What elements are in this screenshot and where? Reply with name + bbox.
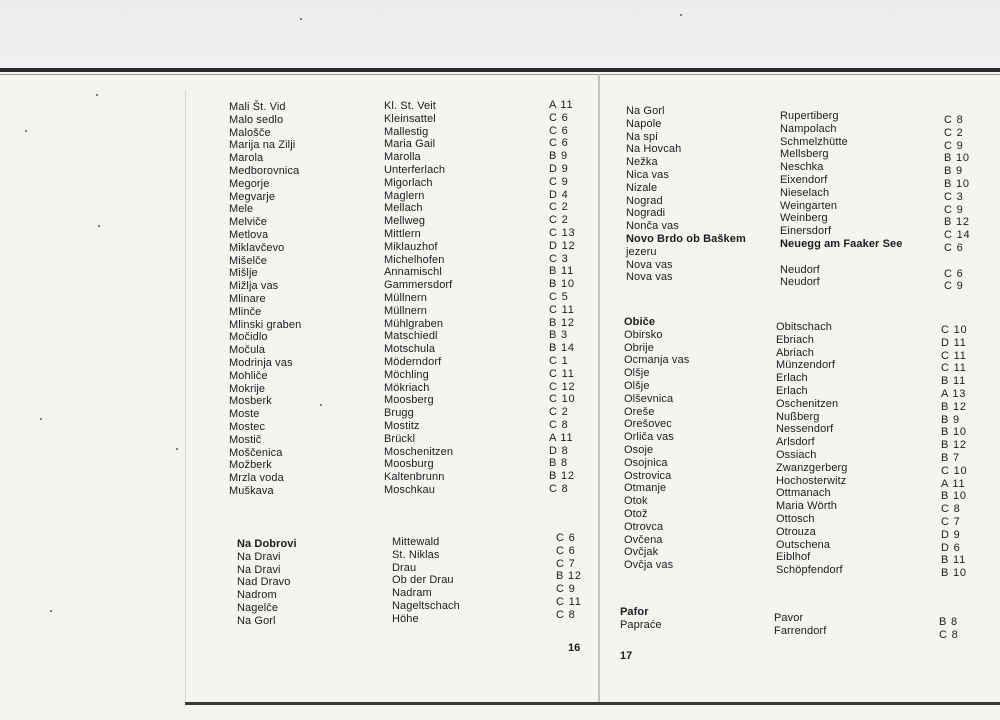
index-entry: Abriach [776,346,814,359]
index-entry: Neudorf [780,276,820,289]
index-entry: Obirsko [624,328,663,341]
page-fold [598,74,600,704]
index-entry: Papraće [620,618,662,631]
page-number-right: 17 [620,650,633,662]
index-entry: Mühlgraben [384,317,444,330]
index-entry: jezeru [626,245,657,258]
index-entry: Močidlo [229,331,268,344]
index-entry: C 8 [941,503,961,516]
index-entry: C 9 [556,583,576,596]
index-entry: D 4 [549,188,569,201]
index-entry: Nica vas [626,168,669,181]
index-entry: Pavor [774,612,804,624]
scan-speck [680,14,682,16]
index-entry: Zwanzgerberg [776,461,848,474]
index-entry: Ocmanja vas [624,354,690,367]
index-entry: Ovčja vas [624,559,674,572]
index-entry: Michelhofen [384,253,445,266]
index-entry: Motschula [384,343,436,356]
index-entry: C 6 [556,532,576,544]
index-entry: C 7 [941,515,961,528]
index-entry: B 8 [549,457,568,470]
right-block1-german-list [780,110,930,289]
index-entry: Müllnern [384,291,427,304]
scan-speck [98,225,100,227]
scan-speck [176,448,178,450]
index-entry: C 2 [549,406,569,419]
index-entry: Kaltenbrunn [384,471,445,484]
index-entry: B 10 [549,278,575,291]
index-entry: Maglern [384,189,425,202]
index-entry: D 9 [941,528,961,541]
index-entry: Erlach [776,384,808,397]
index-entry: Rupertiberg [780,110,839,122]
index-entry: C 6 [549,111,569,124]
index-entry: C 9 [944,139,964,152]
index-entry: Na Hovcah [626,143,682,156]
index-entry: Nadram [392,587,432,600]
index-entry: Eixendorf [780,173,828,186]
index-entry: Malo sedlo [229,113,284,126]
index-entry: Ossiach [776,448,817,461]
index-entry: Mellsberg [780,148,829,161]
index-entry: Možberk [229,459,272,472]
right-block3-code-list [939,616,989,642]
index-entry: C 6 [556,544,576,557]
index-entry: Gammersdorf [384,279,453,292]
right-block3-slovene-list [620,606,770,632]
index-entry: Eiblhof [776,551,811,564]
index-entry: Oreše [624,405,655,418]
index-entry: C 1 [549,354,569,367]
index-entry: Mlinare [229,292,266,305]
index-entry: C 6 [549,124,569,137]
right-block1-slovene-list [626,105,776,284]
left-block2-code-list [556,532,596,622]
index-entry: D 9 [549,162,569,175]
left-block2-german-list [392,536,532,626]
index-entry: C 11 [941,362,967,375]
index-entry: Marolla [384,151,421,164]
index-entry [780,251,930,264]
index-entry: D 12 [549,239,576,252]
top-rule-thin [0,74,1000,75]
index-entry: Erlach [776,372,808,385]
index-entry: Maria Wörth [776,500,837,513]
index-entry: Na Dravi [237,550,281,563]
index-entry: Mallestig [384,125,429,138]
index-entry: Nieselach [780,186,830,199]
index-entry: B 9 [549,150,568,163]
right-block3-german-list [774,612,924,638]
index-entry: B 10 [941,567,967,580]
page-number-left: 16 [568,642,581,654]
index-entry: C 6 [944,267,964,280]
index-entry: Ostrovica [624,469,672,482]
index-entry: Unterferlach [384,163,446,176]
index-entry: C 10 [549,393,576,406]
scan-speck [50,610,52,612]
index-entry: B 12 [549,470,575,483]
index-entry: Moosburg [384,458,434,471]
index-entry: Neschka [780,161,824,174]
index-entry: Modrinja vas [229,356,293,369]
index-entry: C 11 [549,303,575,316]
index-entry: Möchling [384,368,429,381]
index-entry: Mlinski graben [229,318,302,331]
index-entry: D 6 [941,541,961,554]
index-entry: Mostec [229,420,266,433]
right-block2-slovene-list [624,316,774,572]
index-entry: C 3 [944,190,964,203]
index-entry: Običe [624,316,656,328]
index-entry: Metlova [229,228,269,241]
index-entry: Mellach [384,202,423,215]
index-entry: Höhe [392,612,419,625]
index-entry: Moosberg [384,394,434,407]
index-entry: C 8 [556,608,576,621]
index-entry: Outschena [776,538,831,551]
index-entry: A 11 [549,431,574,444]
index-entry: B 14 [549,342,575,355]
index-entry: Migorlach [384,176,433,189]
index-entry: C 6 [944,241,964,254]
index-entry: Nogradi [626,207,666,220]
index-entry: Moste [229,408,260,421]
index-entry: Melviče [229,216,267,229]
index-entry: B 12 [941,400,967,413]
left-block2-slovene-list [237,538,377,628]
right-block1-code-list [944,114,994,293]
index-entry: Muškava [229,484,274,497]
index-entry: B 3 [549,329,568,342]
index-entry: Mele [229,203,254,216]
index-entry: Schöpfendorf [776,564,843,577]
index-entry: C 2 [944,126,964,139]
index-entry: Malošče [229,126,271,139]
index-entry: Ob der Drau [392,574,454,587]
scan-speck [300,18,302,20]
index-entry: Nograd [626,194,663,207]
index-entry: C 9 [944,203,964,216]
index-entry: B 11 [941,375,967,388]
top-rule [0,68,1000,72]
index-entry: C 6 [549,137,569,150]
index-entry: B 10 [944,152,970,165]
index-entry: Annamischl [384,266,442,279]
index-entry: B 8 [939,616,958,628]
index-entry: Hochosterwitz [776,474,847,487]
index-entry: Mižlja vas [229,280,279,293]
index-entry: C 11 [556,595,582,608]
scan-speck [320,404,322,406]
index-entry: Neudorf [780,263,820,276]
index-entry: Miklavčevo [229,241,285,254]
index-entry: C 5 [549,290,569,303]
index-entry: B 10 [944,177,970,190]
index-entry: Ovčjak [624,546,659,559]
index-entry: B 12 [941,439,967,452]
index-entry: Ovčena [624,533,663,546]
index-entry: Marija na Zilji [229,139,296,152]
index-entry: Nova vas [626,271,673,284]
index-entry: C 14 [944,229,971,242]
index-entry: Moschkau [384,483,435,496]
index-entry: Na Gorl [626,105,665,117]
index-entry: C 2 [549,201,569,214]
index-entry: Nessendorf [776,423,834,436]
index-entry: C 8 [549,418,569,431]
index-entry: Na spi [626,130,658,143]
index-entry: C 9 [549,175,569,188]
index-entry: C 11 [549,367,575,380]
index-entry: Neuegg am Faaker See [780,237,903,250]
index-entry: Otrovca [624,520,664,533]
index-entry: B 12 [944,216,970,229]
index-entry: B 11 [941,554,967,567]
bottom-rule [185,702,1000,705]
index-entry: Arlsdorf [776,436,815,449]
index-entry: Mostič [229,433,262,446]
index-entry: C 10 [941,464,968,477]
index-entry: Otok [624,495,648,508]
index-entry: Brückl [384,432,416,445]
index-entry: Olšje [624,379,650,392]
scan-speck [96,94,98,96]
index-entry: Marola [229,152,264,165]
index-entry: Maria Gail [384,138,436,151]
index-entry: Mosberk [229,395,272,408]
index-entry: A 13 [941,387,967,400]
index-entry: Mittewald [392,536,440,548]
index-entry: B 12 [549,316,575,329]
index-entry: Otrouza [776,525,816,538]
index-entry: Nad Dravo [237,576,291,589]
index-entry: Mišelče [229,254,267,267]
index-entry: Orliča vas [624,431,674,444]
index-entry: Medborovnica [229,164,300,177]
index-entry: Obitschach [776,321,833,333]
index-entry: C 12 [549,380,576,393]
index-entry: Oschenitzen [776,397,839,410]
index-entry: A 11 [941,477,966,490]
index-entry: Mostitz [384,419,420,432]
scan-top-margin [0,0,1000,70]
index-entry: B 9 [944,165,963,178]
index-entry: Osojnica [624,456,668,469]
index-entry: Müllnern [384,304,427,317]
index-entry: A 11 [549,99,574,111]
index-entry: Mohliče [229,369,268,382]
index-entry: Matschiedl [384,330,438,343]
index-entry: Olšje [624,367,650,380]
index-entry: Nonča vas [626,220,679,233]
index-entry: Orešovec [624,418,672,431]
index-entry: Brugg [384,407,414,420]
index-entry: Mrzla voda [229,472,284,485]
index-entry: Megvarje [229,190,276,203]
index-entry: Drau [392,561,417,574]
index-entry: Mišlje [229,267,258,280]
index-entry: Weingarten [780,199,838,212]
index-entry: Weinberg [780,212,828,225]
index-entry: Nova vas [626,258,673,271]
index-entry: Miklauzhof [384,240,438,253]
index-entry: Moščenica [229,446,283,459]
left-page-margin [185,90,186,700]
index-entry: B 9 [941,413,960,426]
index-entry: C 7 [556,557,576,570]
index-entry: Obrije [624,341,654,354]
index-entry: Schmelzhütte [780,135,848,148]
index-entry: Napole [626,117,662,130]
index-entry: B 7 [941,451,960,464]
index-entry: Nampolach [780,122,837,135]
index-entry: Mittlern [384,227,421,240]
index-entry: Otož [624,507,648,520]
index-entry: Farrendorf [774,624,827,637]
index-entry: C 8 [549,482,569,495]
index-entry: Na Dobrovi [237,538,297,550]
index-entry: C 3 [549,252,569,265]
index-entry: D 11 [941,336,967,349]
index-entry: Megorje [229,177,270,190]
index-entry: Olševnica [624,392,674,405]
index-entry: B 10 [941,426,967,439]
index-entry: Nageltschach [392,599,460,612]
index-entry: B 12 [556,570,582,583]
index-entry: C 8 [944,114,964,126]
index-entry: B 11 [549,265,575,278]
index-entry: Ottosch [776,512,815,525]
index-entry: Mökriach [384,381,430,394]
index-entry [944,255,994,268]
index-entry: Mokrije [229,382,266,395]
index-entry: Moschenitzen [384,445,454,458]
index-entry: Na Dravi [237,563,281,576]
index-entry: B 10 [941,490,967,503]
index-entry: Novo Brdo ob Baškem [626,232,746,245]
scan-speck [25,130,27,132]
index-entry: Münzendorf [776,359,836,372]
index-entry: Nizale [626,181,658,194]
index-entry: Osoje [624,443,654,456]
index-entry: Nežka [626,156,658,169]
scan-speck [40,418,42,420]
index-entry: Pafor [620,606,649,618]
index-entry: St. Niklas [392,548,440,561]
index-entry: Otmanje [624,482,667,495]
index-entry: Kleinsattel [384,112,436,125]
index-entry: Mali Št. Vid [229,101,286,113]
left-block1-code-list [549,99,594,496]
index-entry: Kl. St. Veit [384,100,436,112]
index-entry: Einersdorf [780,225,832,238]
index-entry: Nagelče [237,601,279,614]
left-block1-german-list [384,100,534,497]
index-entry: C 10 [941,324,968,336]
index-entry: C 9 [944,280,964,293]
index-entry: D 8 [549,444,569,457]
index-entry: Nadrom [237,589,277,602]
left-block1-slovene-list [229,101,379,498]
index-entry: Nußberg [776,410,820,423]
index-entry: Mellweg [384,215,426,228]
index-entry: C 11 [941,349,967,362]
index-entry: C 13 [549,226,576,239]
right-block2-code-list [941,324,991,580]
index-entry: Möderndorf [384,355,442,368]
index-entry: Ottmanach [776,487,831,500]
index-entry: Na Gorl [237,614,276,627]
index-entry: C 8 [939,628,959,641]
index-entry: C 2 [549,214,569,227]
index-entry: Ebriach [776,333,814,346]
index-entry: Mlinče [229,305,262,318]
right-block2-german-list [776,321,926,577]
index-entry: Močula [229,344,266,357]
